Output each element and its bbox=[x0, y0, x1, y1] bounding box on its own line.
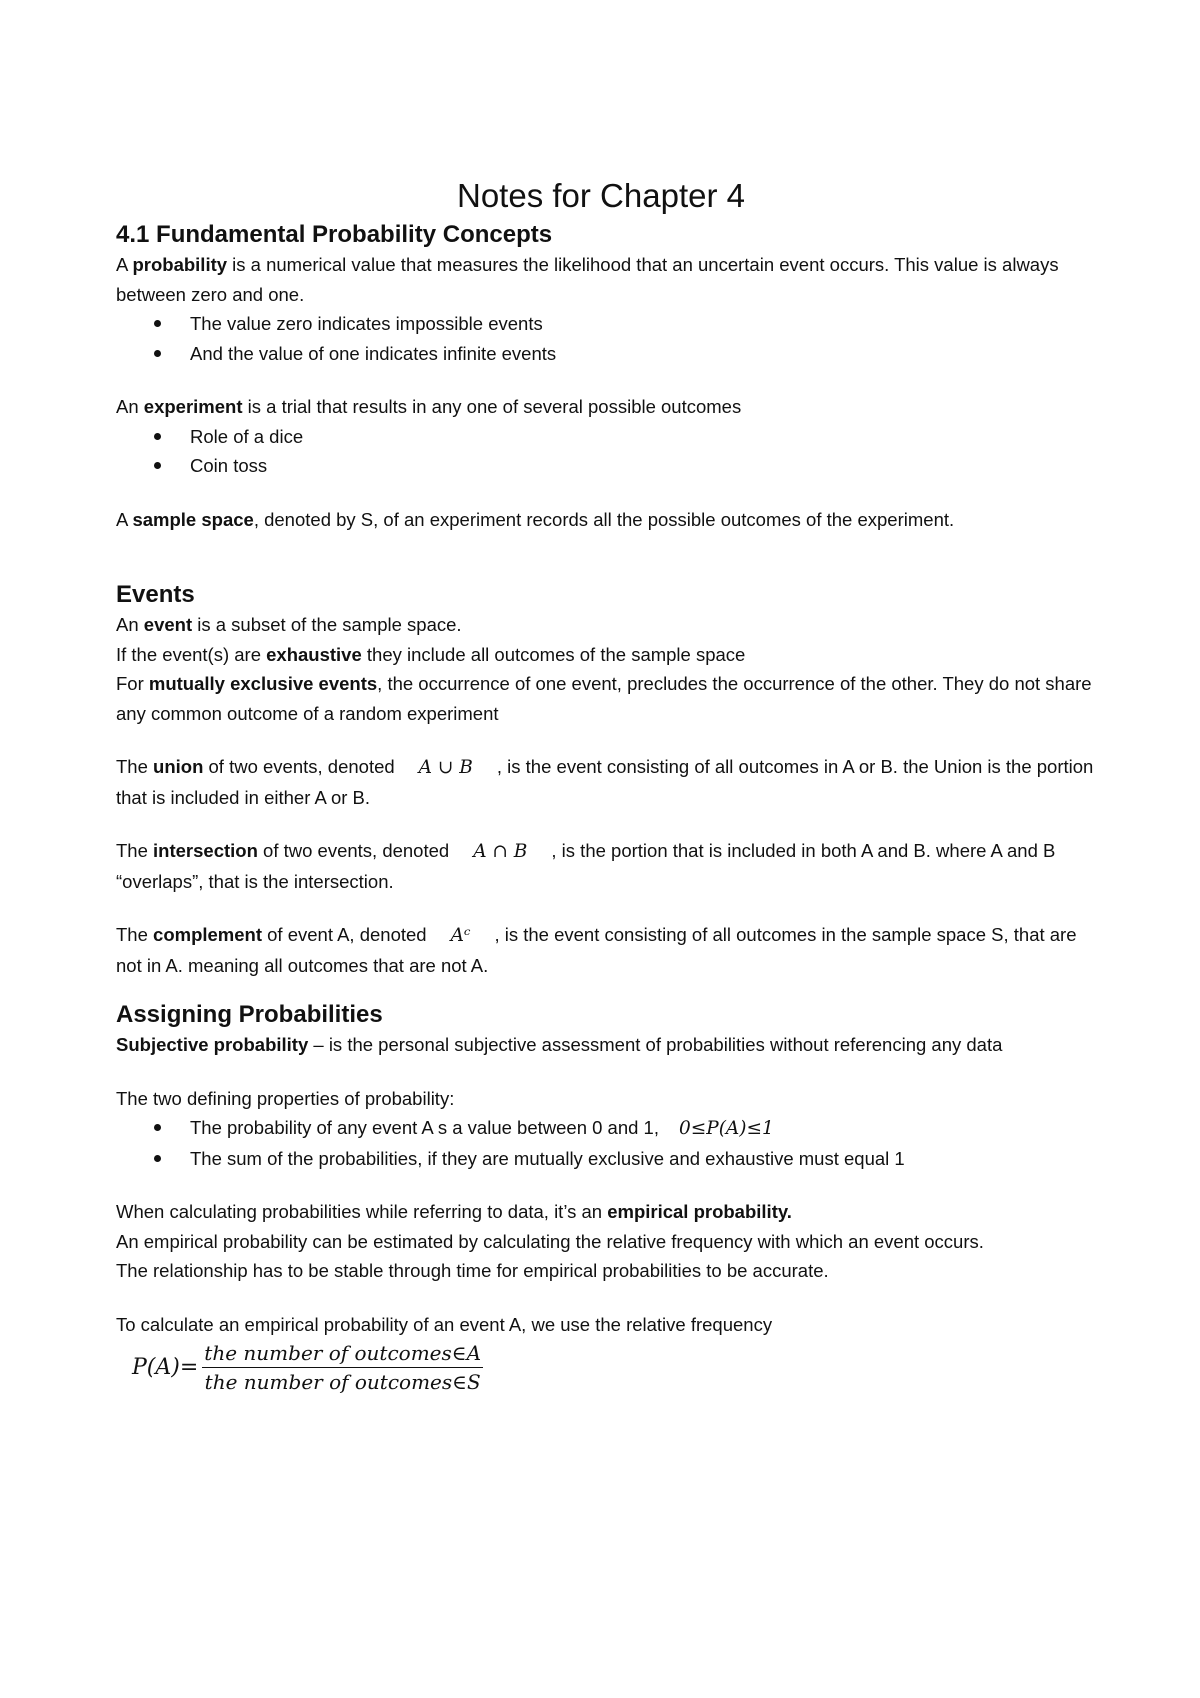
empirical-estimation-line: An empirical probability can be estimated by calculating the relative frequency with which an event occurs. bbox=[116, 1230, 984, 1252]
relative-frequency-intro: To calculate an empirical probability of an event A, we use the relative frequency bbox=[116, 1313, 773, 1335]
probability-bounds-formula: 0≤P(A)≤1 bbox=[679, 1118, 774, 1139]
formula-denominator: the number of outcomes∈S bbox=[204, 1370, 481, 1394]
empirical-probability-line: When calculating probabilities while referring to data, it’s an empirical probability. bbox=[116, 1201, 792, 1222]
mutually-exclusive-definition: For mutually exclusive events, the occurrence of one event, precludes the occurrence of the other. They do not share any common outcome of a random experiment bbox=[116, 673, 1092, 724]
list-item: And the value of one indicates infinite events bbox=[116, 339, 1106, 369]
subjective-probability-definition: Subjective probability – is the personal subjective assessment of probabilities without referencing any data bbox=[116, 1034, 1003, 1055]
relative-frequency-formula bbox=[132, 1339, 1106, 1396]
experiment-bullets bbox=[116, 422, 1106, 481]
list-item: Coin toss bbox=[116, 451, 1106, 481]
probability-definition: A probability is a numerical value that measures the likelihood that an uncertain event occurs. This value is always between zero and one. bbox=[116, 254, 1059, 305]
section-heading: 4.1 Fundamental Probability Concepts bbox=[116, 221, 553, 248]
union-formula: A ∪ B bbox=[418, 757, 473, 778]
union-definition: The union of two events, denoted A ∪ B , is the event consisting of all outcomes in A or B. the Union is the portion that is included in either A or B. bbox=[116, 752, 1106, 812]
list-item: The probability of any event A s a value between 0 and 1, 0≤P(A)≤1 bbox=[116, 1113, 1106, 1144]
experiment-definition: An experiment is a trial that results in any one of several possible outcomes bbox=[116, 396, 742, 417]
section-heading: Events bbox=[116, 581, 195, 608]
section-heading: Assigning Probabilities bbox=[116, 1001, 383, 1028]
section-assigning-probabilities bbox=[116, 1000, 1106, 1396]
stability-line: The relationship has to be stable through time for empirical probabilities to be accurate. bbox=[116, 1260, 829, 1281]
formula-lhs: P(A)= bbox=[132, 1355, 199, 1380]
list-item: The value zero indicates impossible events bbox=[116, 309, 1106, 339]
intersection-definition: The intersection of two events, denoted A ∩ B , is the portion that is included in both A and B. where A and B “overlaps”, that is the intersection. bbox=[116, 836, 1106, 896]
intersection-formula: A ∩ B bbox=[473, 841, 528, 862]
list-item: Role of a dice bbox=[116, 422, 1106, 452]
section-events bbox=[116, 580, 1106, 980]
sample-space-definition: A sample space, denoted by S, of an experiment records all the possible outcomes of the experiment. bbox=[116, 508, 955, 530]
section-fundamental-concepts bbox=[116, 220, 1106, 534]
properties-bullets bbox=[116, 1113, 1106, 1173]
exhaustive-definition: If the event(s) are exhaustive they include all outcomes of the sample space bbox=[116, 643, 746, 665]
formula-fraction bbox=[202, 1339, 483, 1396]
complement-definition: The complement of event A, denoted Aᶜ , is the event consisting of all outcomes in the sample space S, that are not in A. meaning all outcomes that are not A. bbox=[116, 920, 1106, 980]
probability-bullets bbox=[116, 309, 1106, 368]
properties-intro: The two defining properties of probability: bbox=[116, 1087, 455, 1109]
page-title: Notes for Chapter 4 bbox=[457, 177, 745, 214]
event-definition: An event is a subset of the sample space. bbox=[116, 614, 462, 635]
complement-formula: Aᶜ bbox=[450, 925, 471, 946]
formula-numerator: the number of outcomes∈A bbox=[202, 1339, 483, 1368]
list-item: The sum of the probabilities, if they are mutually exclusive and exhaustive must equal 1 bbox=[116, 1144, 1106, 1174]
